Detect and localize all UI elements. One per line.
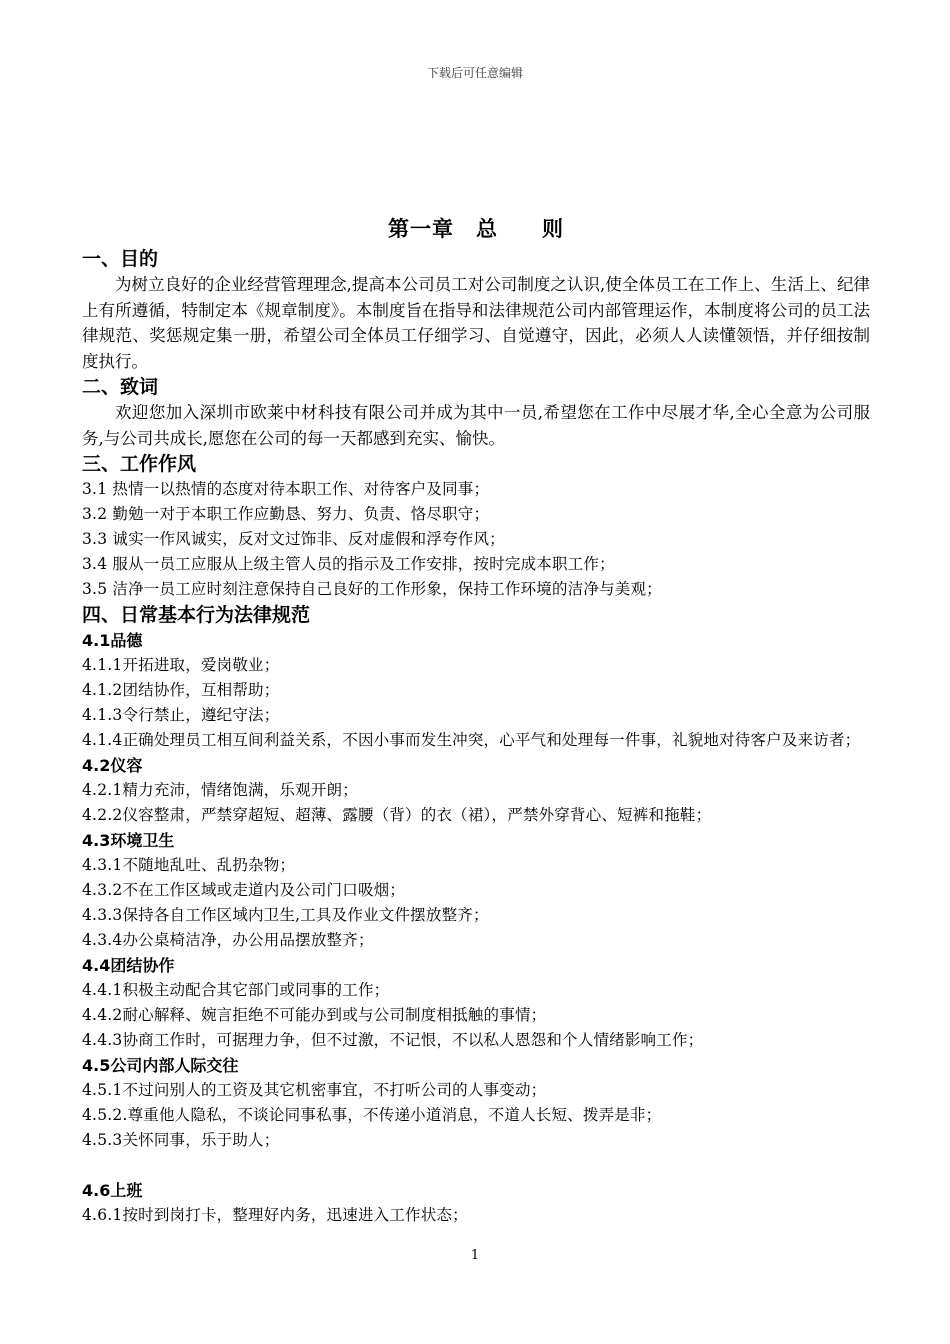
section-paragraph-purpose: 为树立良好的企业经营管理理念,提高本公司员工对公司制度之认识,使全体员工在工作上、生活上、纪律上有所遵循，特制定本《规章制度》。本制度旨在指导和法律规范公司内部管理运作，本制度将公司的员工法律规范、奖惩规定集一册，希望公司全体员工仔细学习、自觉遵守，因此，必须人人读懂领悟，并仔细按制度执行。 bbox=[82, 275, 870, 371]
blank-line bbox=[82, 1153, 870, 1178]
list-item: 4.4.3协商工作时，可据理力争，但不过激，不记恨，不以私人恩怨和个人情绪影响工作； bbox=[82, 1031, 704, 1049]
chapter-title: 第一章 总 则 bbox=[388, 217, 564, 241]
section-heading-conduct: 四、日常基本行为法律规范 bbox=[82, 604, 311, 626]
list-item: 4.3.1不随地乱吐、乱扔杂物； bbox=[82, 856, 296, 874]
list-item: 4.4.2耐心解释、婉言拒绝不可能办到或与公司制度相抵触的事情； bbox=[82, 1006, 547, 1024]
subsection-heading-hygiene: 4.3环境卫生 bbox=[82, 831, 175, 850]
list-item: 4.1.3令行禁止，遵纪守法； bbox=[82, 706, 280, 724]
list-item: 4.5.3关怀同事，乐于助人； bbox=[82, 1131, 280, 1149]
list-item: 4.2.2仪容整肃，严禁穿超短、超薄、露腰（背）的衣（裙），严禁外穿背心、短裤和拖鞋； bbox=[82, 806, 712, 824]
list-item: 4.3.4办公桌椅洁净，办公用品摆放整齐； bbox=[82, 931, 374, 949]
header-note: 下载后可任意编辑 bbox=[426, 66, 523, 80]
list-item: 4.1.2团结协作，互相帮助； bbox=[82, 681, 280, 699]
list-item: 4.4.1积极主动配合其它部门或同事的工作； bbox=[82, 981, 390, 999]
list-item: 3.5 洁净一员工应时刻注意保持自己良好的工作形象，保持工作环境的洁净与美观； bbox=[82, 580, 662, 598]
list-item: 4.2.1精力充沛，情绪饱满，乐观开朗； bbox=[82, 781, 358, 799]
list-item: 3.3 诚实一作风诚实，反对文过饰非、反对虚假和浮夸作风； bbox=[82, 530, 505, 548]
page-number: 1 bbox=[470, 1248, 480, 1263]
list-item: 4.5.1不过问别人的工资及其它机密事宜，不打听公司的人事变动； bbox=[82, 1081, 547, 1099]
list-item: 4.6.1按时到岗打卡，整理好内务，迅速进入工作状态； bbox=[82, 1206, 468, 1224]
subsection-heading-attendance: 4.6上班 bbox=[82, 1181, 143, 1200]
section-heading-work-style: 三、工作作风 bbox=[82, 453, 197, 475]
subsection-heading-interpersonal: 4.5公司内部人际交往 bbox=[82, 1056, 239, 1075]
list-item: 4.5.2.尊重他人隐私，不谈论同事私事，不传递小道消息，不道人长短、拨弄是非； bbox=[82, 1106, 662, 1124]
list-item: 4.1.4正确处理员工相互间利益关系，不因小事而发生冲突，心平气和处理每一件事，礼貌地对待客户及来访者； bbox=[82, 731, 861, 749]
subsection-heading-appearance: 4.2仪容 bbox=[82, 756, 143, 775]
list-item: 3.2 勤勉一对于本职工作应勤恳、努力、负责、恪尽职守； bbox=[82, 505, 490, 523]
document-body bbox=[82, 212, 870, 1228]
section-heading-purpose: 一、目的 bbox=[82, 248, 159, 270]
section-heading-welcome: 二、致词 bbox=[82, 376, 159, 398]
section-paragraph-welcome: 欢迎您加入深圳市欧莱中材科技有限公司并成为其中一员,希望您在工作中尽展才华,全心全意为公司服务,与公司共成长,愿您在公司的每一天都感到充实、愉快。 bbox=[82, 403, 870, 448]
subsection-heading-morality: 4.1品德 bbox=[82, 631, 143, 650]
subsection-heading-teamwork: 4.4团结协作 bbox=[82, 956, 175, 975]
list-item: 4.3.2不在工作区域或走道内及公司门口吸烟； bbox=[82, 881, 406, 899]
list-item: 4.1.1开拓进取，爱岗敬业； bbox=[82, 656, 280, 674]
list-item: 3.1 热情一以热情的态度对待本职工作、对待客户及同事； bbox=[82, 480, 490, 498]
list-item: 3.4 服从一员工应服从上级主管人员的指示及工作安排，按时完成本职工作； bbox=[82, 555, 615, 573]
list-item: 4.3.3保持各自工作区域内卫生,工具及作业文件摆放整齐； bbox=[82, 906, 489, 924]
